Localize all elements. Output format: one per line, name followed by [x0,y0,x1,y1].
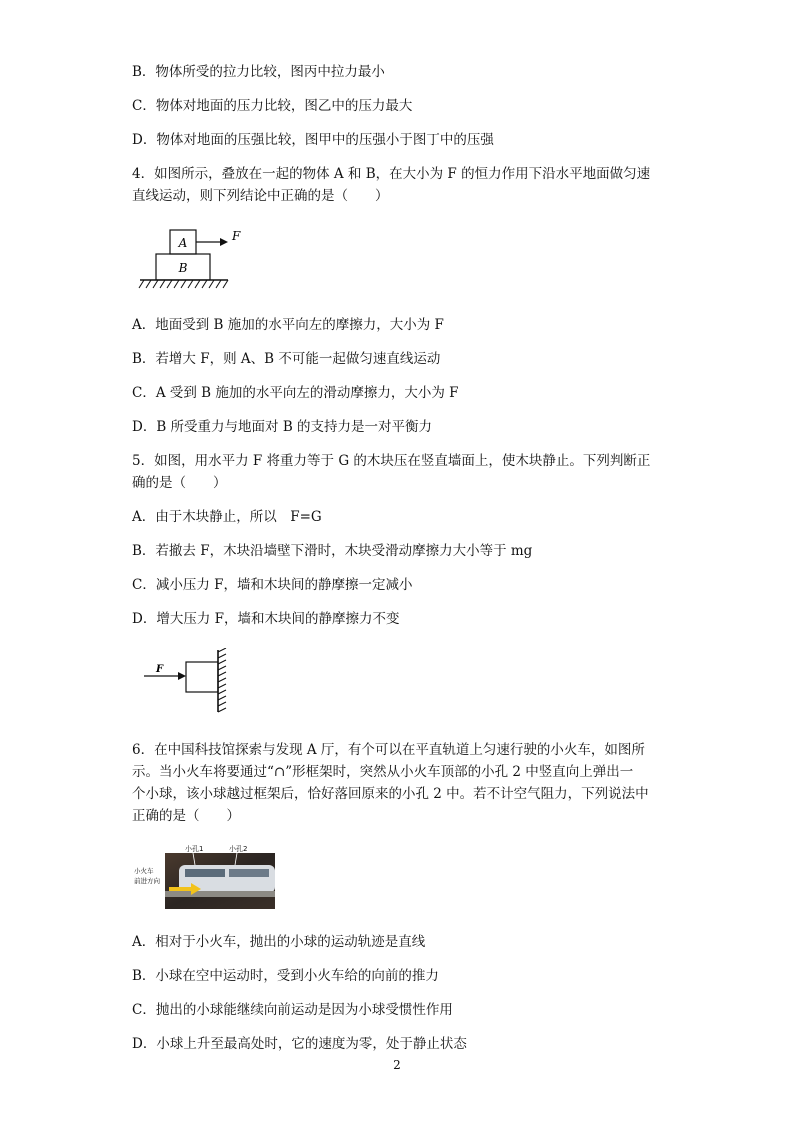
train-window-band-2 [229,869,269,877]
q6-option-b: B．小球在空中运动时，受到小火车给的向前的推力 [132,968,439,984]
q6-stem-line2: 示。当小火车将要通过“∩”形框架时，突然从小火车顶部的小孔 2 中竖直向上弹出一 [132,764,634,780]
q5-option-b: B．若撤去 F，木块沿墙壁下滑时，木块受滑动摩擦力大小等于 mg [132,543,533,559]
page-number: 2 [393,1058,401,1072]
label-a: A [178,236,188,250]
q4-option-b: B．若增大 F，则 A、B 不可能一起做匀速直线运动 [132,351,441,367]
q3-option-c: C．物体对地面的压力比较，图乙中的压力最大 [132,98,413,114]
q5-option-a: A．由于木块静止，所以 F=G [132,509,322,525]
q4-stacked-blocks-figure [136,224,256,296]
q4-option-c: C．A 受到 B 施加的水平向左的滑动摩擦力，大小为 F [132,385,459,401]
q5-option-d: D．增大压力 F，墙和木块间的静摩擦力不变 [132,611,400,627]
q5-option-c: C．减小压力 F，墙和木块间的静摩擦一定减小 [132,577,413,593]
wall-hatching [218,648,226,712]
q4-option-a: A．地面受到 B 施加的水平向左的摩擦力，大小为 F [132,317,444,333]
q5-block-against-wall-figure [140,648,240,716]
q6-option-d: D．小球上升至最高处时，它的速度为零，处于静止状态 [132,1036,467,1052]
force-arrow-head [178,672,186,680]
track [165,891,275,897]
hole1-label: 小孔1 [185,845,204,853]
direction-label-line1: 小火车 [134,867,154,875]
q6-stem-line4: 正确的是（ ） [132,808,240,824]
q3-option-b: B．物体所受的拉力比较，图丙中拉力最小 [132,64,385,80]
q3-option-d: D．物体对地面的压强比较，图甲中的压强小于图丁中的压强 [132,132,494,148]
label-b: B [178,261,188,275]
label-f: F [156,664,164,675]
direction-label-line2: 前进方向 [134,877,160,885]
q6-stem-line3: 个小球，该小球越过框架后，恰好落回原来的小孔 2 中。若不计空气阻力，下列说法中 [132,786,649,802]
force-arrow-head [220,238,228,246]
q5-stem-line2: 确的是（ ） [132,475,227,491]
q6-option-c: C．抛出的小球能继续向前运动是因为小球受惯性作用 [132,1002,453,1018]
q5-stem-line1: 5．如图，用水平力 F 将重力等于 G 的木块压在竖直墙面上，使木块静止。下列判断正 [132,453,651,469]
hole2-label: 小孔2 [229,845,248,853]
q4-option-d: D．B 所受重力与地面对 B 的支持力是一对平衡力 [132,419,433,435]
q6-toy-train-photo [133,843,275,909]
q6-stem-line1: 6．在中国科技馆探索与发现 A 厅，有个可以在平直轨道上匀速行驶的小火车，如图所 [132,742,645,758]
q6-option-a: A．相对于小火车，抛出的小球的运动轨迹是直线 [132,934,426,950]
wood-block [186,662,218,692]
label-f: F [232,229,241,243]
q4-stem-line2: 直线运动，则下列结论中正确的是（ ） [132,188,389,204]
ground-hatching [139,280,228,288]
q4-stem-line1: 4．如图所示，叠放在一起的物体 A 和 B，在大小为 F 的恒力作用下沿水平地面做匀速 [132,166,651,182]
train-window-band [185,869,225,877]
